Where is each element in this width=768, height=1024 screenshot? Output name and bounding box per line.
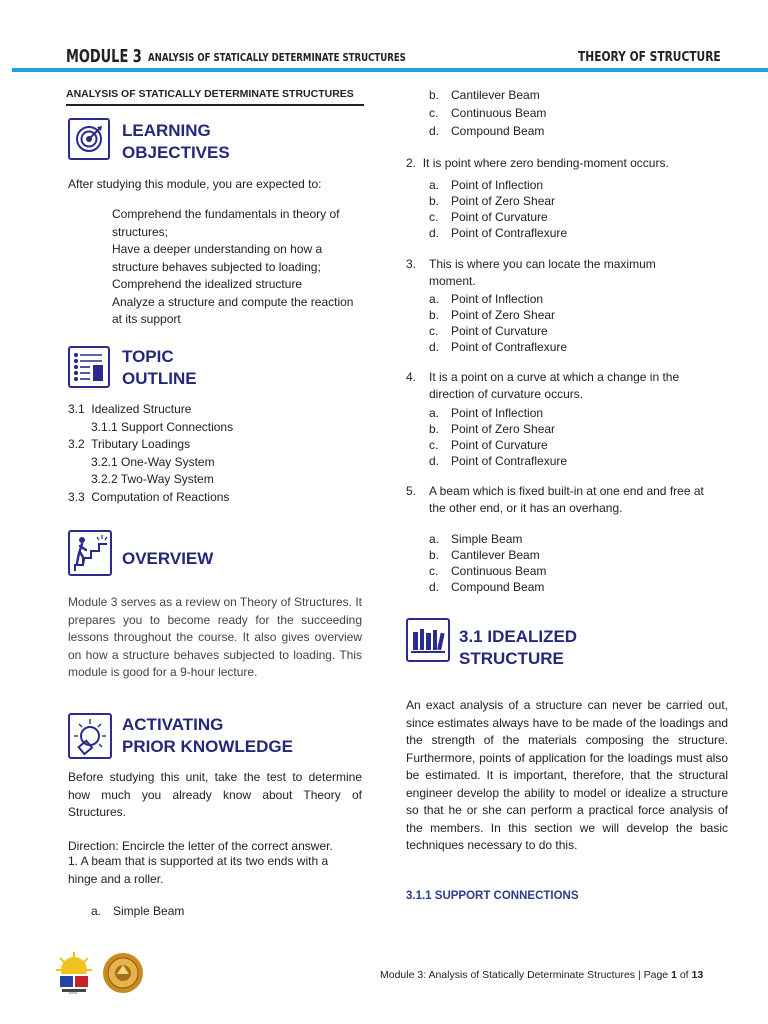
option: b. Cantilever Beam — [429, 548, 540, 562]
stairs-icon — [68, 530, 112, 576]
list-item: 3.2 Tributary Loadings — [68, 437, 191, 451]
option: c. Point of Curvature — [429, 210, 548, 224]
question-4-options — [429, 405, 567, 469]
option: d. Point of Contraflexure — [429, 226, 568, 240]
page-label: Page — [643, 969, 669, 981]
topic-outline-list — [68, 401, 358, 506]
list-item: Have a deeper understanding on how a structure behaves subjected to loading; — [112, 242, 323, 274]
question-1: 1. A beam that is supported at its two ends with a hinge and a roller. — [68, 854, 329, 886]
overview-text: Module 3 serves as a review on Theory of Structures. It prepares you to become ready for the succeeding lessons throughout the course. It also gives overview on how a structure behaves subjected to loading. This module is good for a 9-hour lecture. — [68, 595, 362, 679]
option: c. Point of Curvature — [429, 438, 548, 452]
learning-title: LEARNING OBJECTIVES — [122, 121, 230, 162]
option: a. Simple Beam — [429, 532, 523, 546]
option: b. Cantilever Beam — [429, 88, 540, 102]
option: a. Point of Inflection — [429, 292, 544, 306]
seal-year: 1904 — [68, 990, 77, 995]
option: b. Point of Zero Shear — [429, 422, 556, 436]
learning-objectives-list — [112, 206, 362, 329]
list-item: Comprehend the fundamentals in theory of structures; — [112, 207, 340, 239]
column-title-rule — [66, 104, 364, 106]
lightbulb-icon — [68, 713, 112, 759]
option: d. Compound Beam — [429, 124, 545, 138]
total-pages: 13 — [691, 969, 704, 981]
option: c. Continuous Beam — [429, 106, 547, 120]
activating-title: ACTIVATING PRIOR KNOWLEDGE — [122, 715, 293, 756]
page-number: 1 — [671, 969, 677, 981]
learning-intro: After studying this module, you are expected to: — [68, 177, 322, 191]
idealized-title: 3.1 IDEALIZED STRUCTURE — [459, 627, 578, 668]
question-1-options — [429, 87, 546, 139]
header-module: MODULE 3 — [66, 46, 142, 67]
activating-text: Before studying this unit, take the test to determine how much you already know about Theory of Structures. — [68, 770, 362, 819]
question-2: 2. It is point where zero bending-moment occurs. — [406, 156, 669, 170]
option: b. Point of Zero Shear — [429, 194, 556, 208]
option: c. Point of Curvature — [429, 324, 548, 338]
deped-logo — [52, 950, 96, 996]
question-3: 3. This is where you can locate the maximum moment. — [406, 257, 656, 288]
option: d. Point of Contraflexure — [429, 340, 568, 354]
question-5-options — [429, 531, 546, 595]
list-item: 3.1.1 Support Connections — [91, 419, 234, 434]
books-icon — [406, 618, 450, 662]
option: a. Point of Inflection — [429, 406, 544, 420]
header-rule — [12, 68, 768, 72]
list-item: 3.2.2 Two-Way System — [91, 472, 214, 486]
option: a. Point of Inflection — [429, 178, 544, 192]
question-4: 4. It is a point on a curve at which a change in the direction of curvature occurs. — [406, 370, 680, 401]
idealized-text: An exact analysis of a structure can never be carried out, since estimates always have to be made of the loadings and the strength of the materials composing the structure. Furthermore, points of application for the loadings must also be estimated. It is important, therefore, that the structural engineer develop the ability to model or idealize a structure so that he or she can perform a practical force analysis of the members. In this section we will develop the basic techniques necessary to do this. — [406, 698, 728, 852]
question-2-options — [429, 177, 567, 241]
footer-text: Module 3: Analysis of Statically Determinate Structures | — [380, 969, 641, 981]
question-5: 5. A beam which is fixed built-in at one end and free at the other end, or it has an overhang. — [406, 484, 704, 515]
of-label: of — [679, 969, 689, 981]
school-seal — [102, 952, 144, 994]
direction-text: Direction: Encircle the letter of the correct answer. — [68, 839, 333, 853]
support-connections-heading: 3.1.1 SUPPORT CONNECTIONS — [406, 890, 579, 902]
column-title: ANALYSIS OF STATICALLY DETERMINATE STRUCTURES — [66, 88, 354, 100]
list-item: 3.1 Idealized Structure — [68, 402, 192, 416]
header-course: THEORY OF STRUCTURE — [578, 50, 721, 65]
option: b. Point of Zero Shear — [429, 308, 556, 322]
option: d. Compound Beam — [429, 580, 545, 594]
option: d. Point of Contraflexure — [429, 454, 568, 468]
question-3-options — [429, 291, 567, 355]
list-item: Analyze a structure and compute the reaction at its support — [112, 294, 354, 326]
target-icon — [68, 118, 110, 160]
option: a. Simple Beam — [91, 904, 185, 918]
topic-outline-title: TOPIC OUTLINE — [122, 347, 197, 388]
option: c. Continuous Beam — [429, 564, 547, 578]
header-subtitle: ANALYSIS OF STATICALLY DETERMINATE STRUCTURES — [148, 51, 406, 64]
outline-icon — [68, 346, 110, 388]
overview-title: OVERVIEW — [122, 549, 214, 568]
list-item: Comprehend the idealized structure — [112, 277, 303, 291]
list-item: 3.3 Computation of Reactions — [68, 489, 230, 504]
footer — [380, 969, 703, 981]
list-item: 3.2.1 One-Way System — [91, 454, 215, 469]
